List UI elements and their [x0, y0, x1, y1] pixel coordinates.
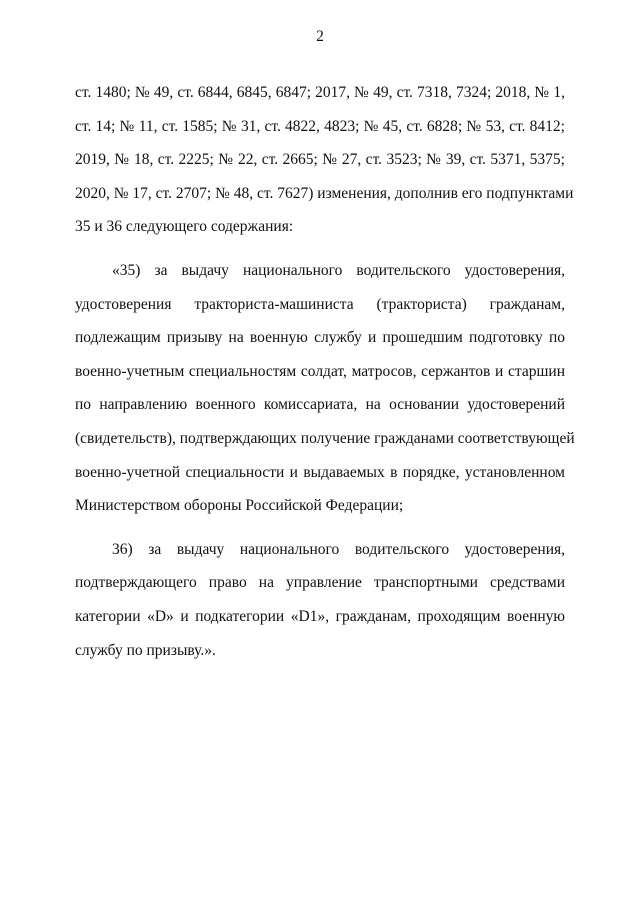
- text-line: 35 и 36 следующего содержания:: [75, 218, 294, 236]
- text-line: Министерством обороны Российской Федерации;: [75, 497, 404, 515]
- text-line: «35) за выдачу национального водительского удостоверения,: [112, 261, 565, 279]
- text-line: подтверждающего право на управление транспортными средствами: [75, 574, 565, 592]
- paragraph-36: [75, 533, 565, 667]
- text-line: удостоверения тракториста-машиниста (тракториста) гражданам,: [75, 295, 565, 313]
- text-line: ст. 1480; № 49, ст. 6844, 6845, 6847; 2017, № 49, ст. 7318, 7324; 2018, № 1,: [75, 84, 565, 101]
- text-line: военно-учетным специальностям солдат, матросов, сержантов и старшин: [75, 362, 565, 380]
- text-line: подлежащим призыву на военную службу и прошедшим подготовку по: [75, 329, 565, 347]
- text-line: 36) за выдачу национального водительского удостоверения,: [112, 540, 565, 558]
- text-line: 2019, № 18, ст. 2225; № 22, ст. 2665; № 27, ст. 3523; № 39, ст. 5371, 5375;: [75, 151, 565, 169]
- text-line: ст. 14; № 11, ст. 1585; № 31, ст. 4822, 4823; № 45, ст. 6828; № 53, ст. 8412;: [75, 117, 565, 135]
- text-line: категории «D» и подкатегории «D1», гражданам, проходящим военную: [75, 607, 565, 625]
- paragraph-1: [75, 76, 574, 244]
- page-number: 2: [316, 28, 324, 45]
- text-line: военно-учетной специальности и выдаваемых в порядке, установленном: [75, 463, 565, 481]
- text-line: 2020, № 17, ст. 2707; № 48, ст. 7627) изменения, дополнив его подпунктами: [75, 184, 574, 202]
- paragraph-35: [75, 254, 575, 523]
- text-line: службу по призыву.».: [75, 641, 216, 659]
- text-line: (свидетельств), подтверждающих получение гражданами соответствующей: [75, 429, 575, 447]
- text-line: по направлению военного комиссариата, на основании удостоверений: [75, 396, 565, 414]
- document-body: [75, 76, 575, 667]
